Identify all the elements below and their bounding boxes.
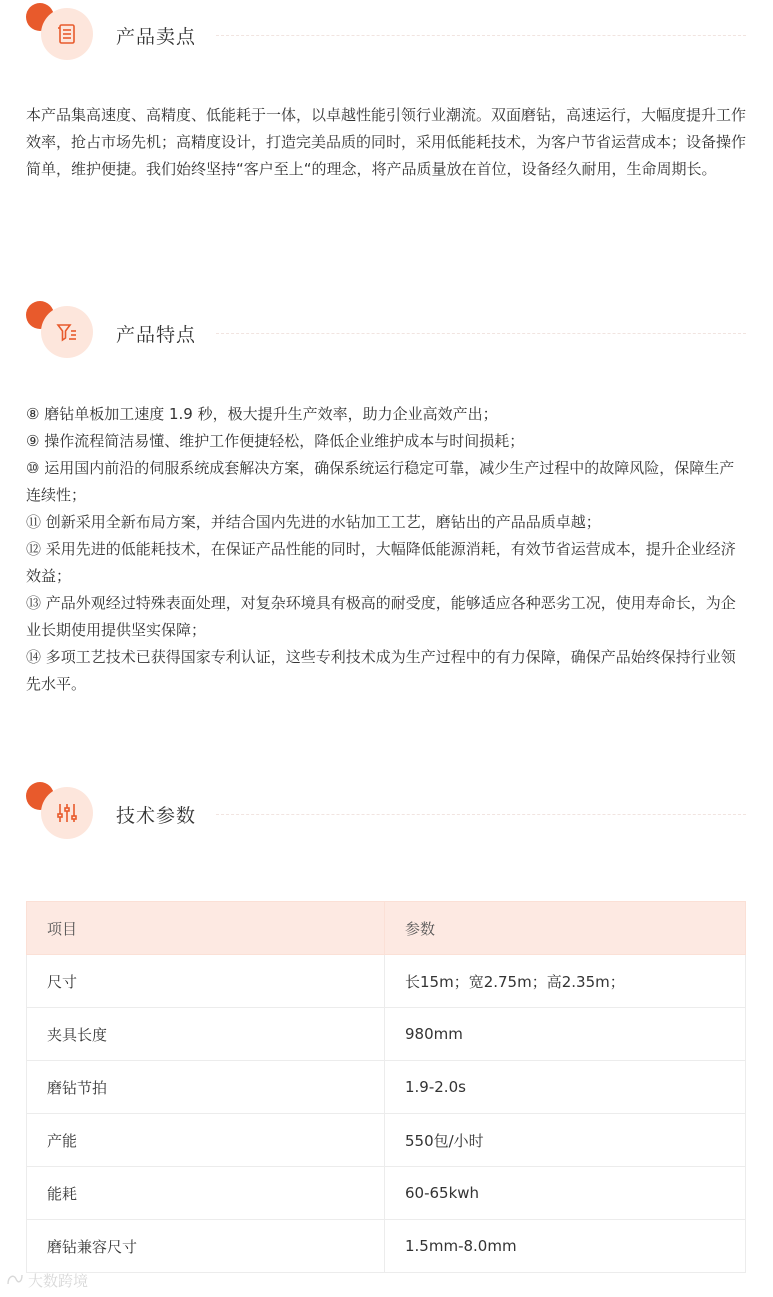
watermark bbox=[6, 1270, 88, 1291]
row-label: 磨钻兼容尺寸 bbox=[27, 1220, 385, 1273]
row-label: 磨钻节拍 bbox=[27, 1061, 385, 1114]
row-value: 长15m；宽2.75m；高2.35m； bbox=[385, 955, 746, 1008]
row-label: 产能 bbox=[27, 1114, 385, 1167]
dashed-divider bbox=[216, 814, 746, 815]
table-row bbox=[27, 1114, 746, 1167]
dashed-divider bbox=[216, 35, 746, 36]
specs-table bbox=[26, 901, 746, 1273]
column-header-item: 项目 bbox=[27, 902, 385, 955]
section-title: 技术参数 bbox=[116, 805, 197, 827]
filter-list-icon bbox=[41, 306, 93, 358]
row-label: 尺寸 bbox=[27, 955, 385, 1008]
table-row bbox=[27, 1220, 746, 1273]
section-title: 产品卖点 bbox=[116, 26, 197, 48]
watermark-text: 大数跨境 bbox=[28, 1272, 89, 1290]
feature-item: ⑭ 多项工艺技术已获得国家专利认证，这些专利技术成为生产过程中的有力保障，确保产品始终保持行业领先水平。 bbox=[26, 648, 736, 693]
feature-item: ⑪ 创新采用全新布局方案，并结合国内先进的水钻加工工艺，磨钻出的产品品质卓越； bbox=[26, 513, 601, 531]
document-list-icon bbox=[41, 8, 93, 60]
section-icon-badge bbox=[26, 298, 96, 358]
row-label: 能耗 bbox=[27, 1167, 385, 1220]
feature-item: ⑨ 操作流程简洁易懂、维护工作便捷轻松，降低企业维护成本与时间损耗； bbox=[26, 432, 525, 450]
table-row bbox=[27, 955, 746, 1008]
table-row bbox=[27, 1167, 746, 1220]
section-icon-badge bbox=[26, 0, 96, 60]
dashed-divider bbox=[216, 333, 746, 334]
row-value: 1.9-2.0s bbox=[385, 1061, 746, 1114]
specs-table-wrapper bbox=[26, 901, 746, 1273]
row-value: 980mm bbox=[385, 1008, 746, 1061]
feature-item: ⑩ 运用国内前沿的伺服系统成套解决方案，确保系统运行稳定可靠，减少生产过程中的故障风险，保障生产连续性； bbox=[26, 459, 735, 504]
feature-item: ⑧ 磨钻单板加工速度 1.9 秒，极大提升生产效率，助力企业高效产出； bbox=[26, 405, 498, 423]
section-header-selling-points bbox=[26, 0, 746, 60]
row-value: 60-65kwh bbox=[385, 1167, 746, 1220]
features-list bbox=[26, 401, 748, 698]
selling-points-text: 本产品集高速度、高精度、低能耗于一体，以卓越性能引领行业潮流。双面磨钻，高速运行，大幅度提升工作效率，抢占市场先机；高精度设计，打造完美品质的同时，采用低能耗技术，为客户节省运营成本；设备操作简单，维护便捷。我们始终坚持“客户至上“的理念，将产品质量放在首位，设备经久耐用，生命周期长。 bbox=[26, 106, 747, 178]
sliders-icon bbox=[41, 787, 93, 839]
section-title: 产品特点 bbox=[116, 324, 197, 346]
watermark-logo-icon bbox=[6, 1272, 24, 1290]
row-value: 1.5mm-8.0mm bbox=[385, 1220, 746, 1273]
table-row bbox=[27, 1008, 746, 1061]
column-header-param: 参数 bbox=[385, 902, 746, 955]
section-header-features bbox=[26, 298, 746, 358]
feature-item: ⑬ 产品外观经过特殊表面处理，对复杂环境具有极高的耐受度，能够适应各种恶劣工况，使用寿命长，为企业长期使用提供坚实保障； bbox=[26, 594, 736, 639]
features-list-container bbox=[26, 401, 748, 698]
row-label: 夹具长度 bbox=[27, 1008, 385, 1061]
table-row bbox=[27, 1061, 746, 1114]
section-header-specs bbox=[26, 779, 746, 839]
row-value: 550包/小时 bbox=[385, 1114, 746, 1167]
section-icon-badge bbox=[26, 779, 96, 839]
feature-item: ⑫ 采用先进的低能耗技术，在保证产品性能的同时，大幅降低能源消耗，有效节省运营成本，提升企业经济效益； bbox=[26, 540, 736, 585]
table-header-row bbox=[27, 902, 746, 955]
